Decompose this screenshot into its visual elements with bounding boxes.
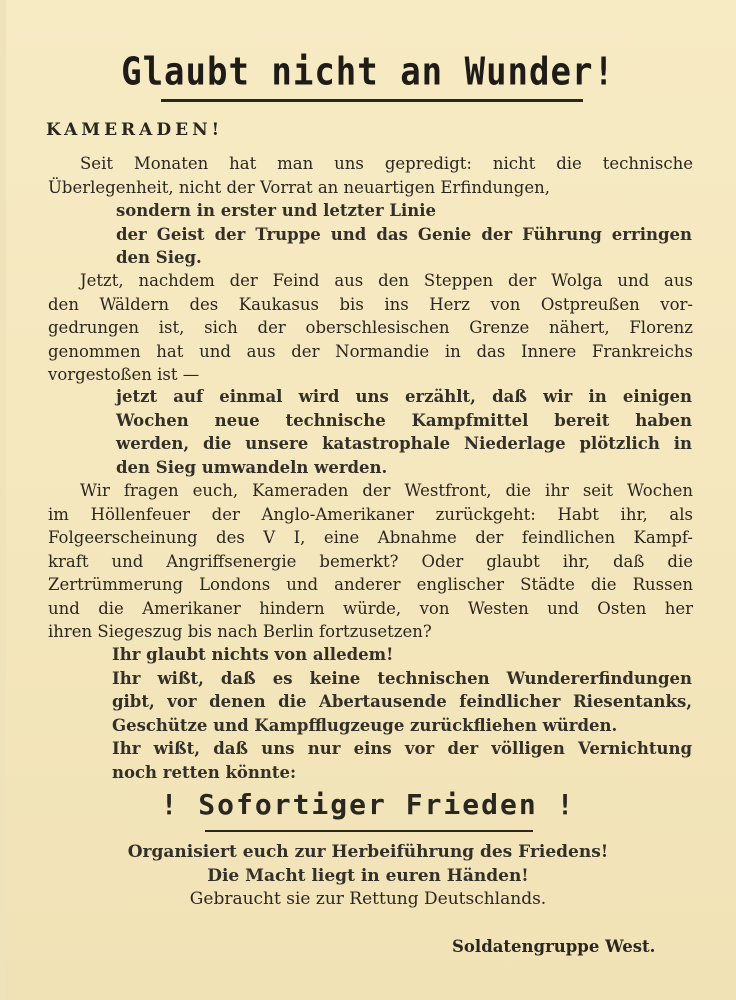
text-line: Ihr wißt, daß uns nur eins vor der völligen Vernichtung xyxy=(112,739,692,758)
peace-headline: ! Sofortiger Frieden ! xyxy=(160,788,576,821)
text-line: Folgeerscheinung des V I, eine Abnahme der feindlichen Kampf- xyxy=(48,528,693,547)
text-line: Wir fragen euch, Kameraden der Westfront, die ihr seit Wochen xyxy=(80,481,693,500)
text-line: sondern in erster und letzter Linie xyxy=(116,201,437,220)
text-line: kraft und Angriffsenergie bemerkt? Oder glaubt ihr, daß die xyxy=(48,551,693,571)
headline-underline xyxy=(205,830,533,832)
slogan-line: Die Macht liegt in euren Händen! xyxy=(207,865,529,886)
paragraph-1 xyxy=(48,152,693,199)
text-line: Zertrümmerung Londons und anderer englischer Städte die Russen xyxy=(48,575,693,594)
text-line: genommen hat und aus der Normandie in das Innere Frankreichs xyxy=(48,341,693,361)
paragraph-3 xyxy=(48,479,693,644)
text-line: Wochen neue technische Kampfmittel bereit haben xyxy=(116,410,692,430)
slogan-line: Organisiert euch zur Herbeiführung des Friedens! xyxy=(127,842,609,862)
text-line: den Sieg umwandeln werden. xyxy=(116,457,388,477)
text-line: noch retten könnte: xyxy=(112,762,297,782)
text-line: Jetzt, nachdem der Feind aus den Steppen der Wolga und aus xyxy=(80,271,693,290)
text-line: vorgestoßen ist — xyxy=(48,365,200,384)
text-line: Überlegenheit, nicht der Vorrat an neuartigen Erfindungen, xyxy=(48,177,550,197)
text-line: gedrungen ist, sich der oberschlesischen Grenze nähert, Florenz xyxy=(48,318,693,337)
text-line: und die Amerikaner hindern würde, von Westen und Osten her xyxy=(48,598,693,618)
text-line: Ihr wißt, daß es keine technischen Wundererfindungen xyxy=(112,668,692,688)
paragraph-3-emphasis xyxy=(112,643,692,784)
text-line: ihren Siegeszug bis nach Berlin fortzusetzen? xyxy=(48,622,432,641)
paragraph-2-emphasis xyxy=(116,385,692,479)
text-line: im Höllenfeuer der Anglo-Amerikaner zurückgeht: Habt ihr, als xyxy=(48,504,693,524)
text-line: gibt, vor denen die Abertausende feindlicher Riesentanks, xyxy=(112,692,692,711)
text-line: jetzt auf einmal wird uns erzählt, daß wir in einigen xyxy=(116,387,692,406)
salutation: KAMERADEN! xyxy=(46,120,224,140)
text-line: werden, die unsere katastrophale Niederlage plötzlich in xyxy=(116,434,692,453)
text-line: Seit Monaten hat man uns gepredigt: nicht die technische xyxy=(80,154,693,173)
slogan-line: Gebraucht sie zur Rettung Deutschlands. xyxy=(189,889,547,909)
text-line: Geschütze und Kampfflugzeuge zurückfliehen würden. xyxy=(112,715,618,735)
text-line: den Wäldern des Kaukasus bis ins Herz von Ostpreußen vor- xyxy=(48,294,693,314)
paragraph-2 xyxy=(48,269,693,387)
text-line: den Sieg. xyxy=(116,248,202,267)
title-underline xyxy=(161,99,583,102)
leaflet-title: Glaubt nicht an Wunder! xyxy=(121,49,615,95)
text-line: der Geist der Truppe und das Genie der Führung erringen xyxy=(116,224,692,244)
text-line: Ihr glaubt nichts von alledem! xyxy=(112,645,394,664)
paragraph-1-emphasis xyxy=(116,199,692,270)
slogan-block xyxy=(0,841,736,912)
signature: Soldatengruppe West. xyxy=(452,937,656,956)
